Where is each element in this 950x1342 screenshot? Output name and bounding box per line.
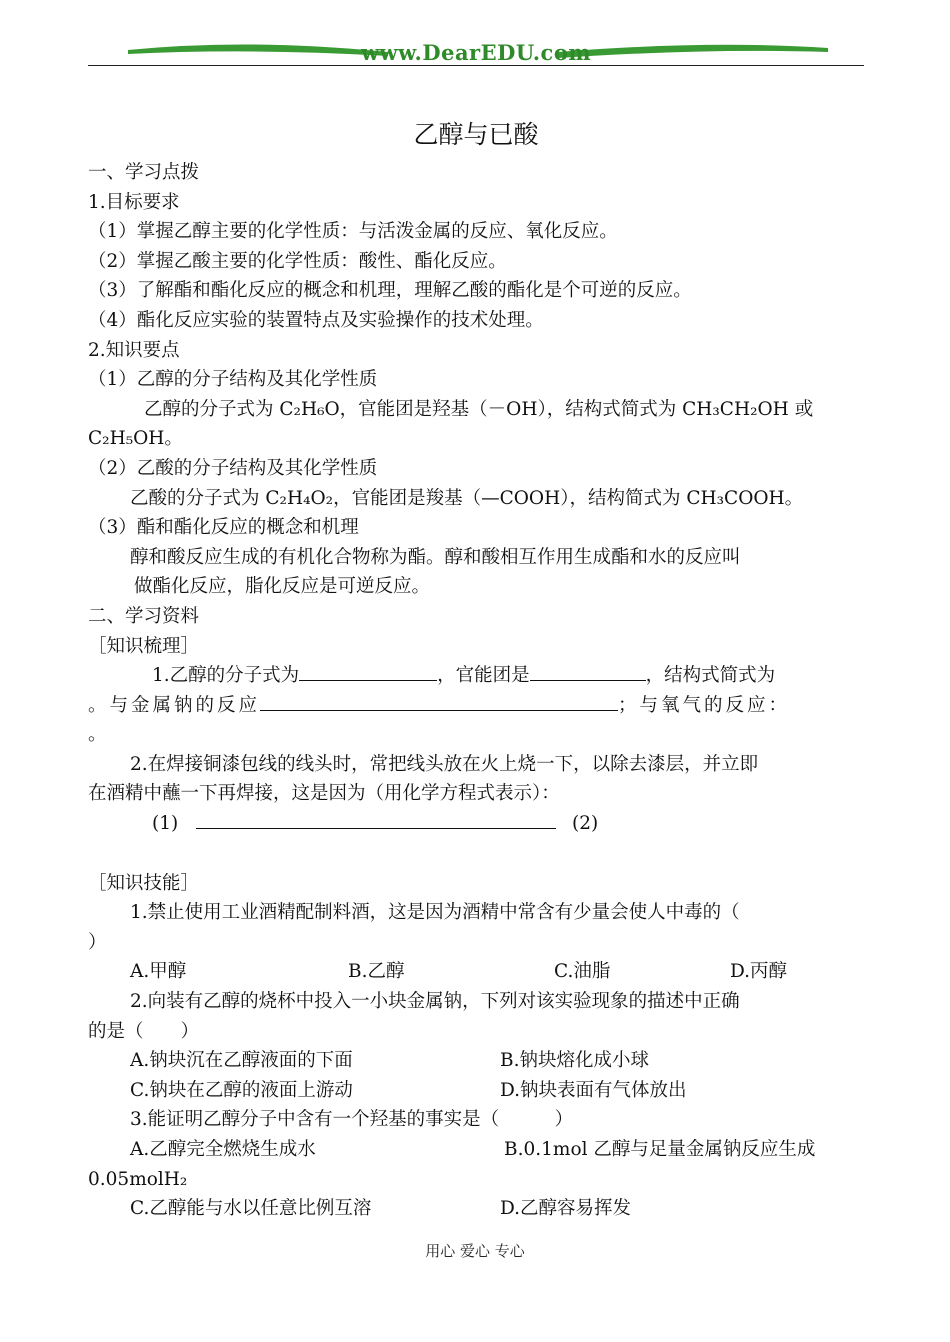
options-row xyxy=(88,957,864,987)
question-text: 2.在焊接铜漆包线的线头时，常把线头放在火上烧一下，以除去漆层，并立即 xyxy=(130,753,759,775)
option-c[interactable]: C.钠块在乙醇的液面上游动 xyxy=(130,1079,353,1101)
goal-item: （4）酯化反应实验的装置特点及实验操作的技术处理。 xyxy=(88,309,544,331)
option-b[interactable]: B.0.1mol 乙醇与足量金属钠反应生成 xyxy=(504,1139,816,1160)
option-c[interactable]: C.乙醇能与水以任意比例互溶 xyxy=(130,1198,372,1220)
question-text: 的是（ ） xyxy=(88,1020,200,1042)
header-rule xyxy=(88,65,864,66)
spacer xyxy=(88,839,864,869)
option-b-continued: 0.05molH₂ xyxy=(88,1168,188,1190)
question-text: 。 xyxy=(88,724,107,746)
point-body: 醇和酸反应生成的有机化合物称为酯。醇和酸相互作用生成酯和水的反应叫 xyxy=(130,546,741,568)
brand-logo-text: www.DearEDU.com xyxy=(360,40,592,65)
question-text: 在酒精中蘸一下再焊接，这是因为（用化学方程式表示）： xyxy=(88,783,560,805)
option-a[interactable]: A.钠块沉在乙醇液面的下面 xyxy=(130,1050,353,1072)
option-a[interactable]: A.乙醇完全燃烧生成水 xyxy=(130,1139,316,1160)
goal-item: （3）了解酯和酯化反应的概念和机理，理解乙酸的酯化是个可逆的反应。 xyxy=(88,280,692,302)
answer-blank[interactable] xyxy=(260,692,618,711)
point-heading: （1）乙醇的分子结构及其化学性质 xyxy=(88,369,378,391)
question-text: ；与氧气的反应： xyxy=(618,694,791,716)
point-heading: （3）酯和酯化反应的概念和机理 xyxy=(88,517,359,539)
point-body: 做酯化反应，脂化反应是可逆反应。 xyxy=(134,576,431,598)
question-text: 1.禁止使用工业酒精配制料酒，这是因为酒精中常含有少量会使人中毒的（ xyxy=(130,902,740,924)
point-body: C₂H₅OH。 xyxy=(88,428,183,450)
subsection-heading: ［知识梳理］ xyxy=(88,635,200,657)
question-text: 2.向装有乙醇的烧杯中投入一小块金属钠，下列对该实验现象的描述中正确 xyxy=(130,991,740,1013)
fill-blank-question xyxy=(88,809,864,839)
point-heading: （2）乙酸的分子结构及其化学性质 xyxy=(88,457,378,479)
options-row xyxy=(88,1135,864,1165)
point-body: 乙醇的分子式为 C₂H₆O，官能团是羟基（－OH），结构式简式为 CH₃CH₂OH 或 xyxy=(144,398,814,420)
answer-blank[interactable] xyxy=(196,810,556,829)
option-a[interactable]: A.甲醇 xyxy=(130,961,187,983)
fill-blank-question xyxy=(88,661,864,691)
blank-label: (1) xyxy=(152,813,179,835)
question-text: 1.乙醇的分子式为 xyxy=(152,665,300,687)
question-text: 3.能证明乙醇分子中含有一个羟基的事实是（ ） xyxy=(130,1109,574,1131)
question-text: 。与金属钠的反应 xyxy=(88,694,261,716)
goal-item: （2）掌握乙酸主要的化学性质：酸性、酯化反应。 xyxy=(88,250,507,272)
goal-item: （1）掌握乙醇主要的化学性质：与活泼金属的反应、氧化反应。 xyxy=(88,221,618,243)
answer-blank[interactable] xyxy=(530,662,646,681)
subsection-heading: ［知识技能］ xyxy=(88,872,200,894)
question-text: ） xyxy=(88,931,107,953)
option-d[interactable]: D.钠块表面有气体放出 xyxy=(500,1079,687,1101)
option-d[interactable]: D.丙醇 xyxy=(730,961,788,983)
option-d[interactable]: D.乙醇容易挥发 xyxy=(500,1198,632,1220)
fill-blank-question xyxy=(88,691,864,721)
question-text: ，官能团是 xyxy=(437,665,530,687)
answer-blank[interactable] xyxy=(299,662,437,681)
document-body xyxy=(88,118,864,1224)
question-text: ，结构式简式为 xyxy=(645,665,776,687)
subsection-heading: 1.目标要求 xyxy=(88,191,180,213)
blank-label: (2) xyxy=(572,813,599,835)
option-b[interactable]: B.乙醇 xyxy=(348,961,405,983)
section-heading: 二、学习资料 xyxy=(88,605,200,627)
subsection-heading: 2.知识要点 xyxy=(88,339,180,361)
page-footer: 用心 爱心 专心 xyxy=(425,1242,525,1260)
document-title: 乙醇与已酸 xyxy=(413,120,539,149)
point-body: 乙酸的分子式为 C₂H₄O₂，官能团是羧基（—COOH），结构简式为 CH₃COOH。 xyxy=(130,487,804,509)
option-b[interactable]: B.钠块熔化成小球 xyxy=(500,1050,649,1072)
section-heading: 一、学习点拨 xyxy=(88,162,200,183)
options-row xyxy=(88,1076,864,1106)
options-row xyxy=(88,1046,864,1076)
options-row xyxy=(88,1194,864,1224)
option-c[interactable]: C.油脂 xyxy=(554,961,611,983)
